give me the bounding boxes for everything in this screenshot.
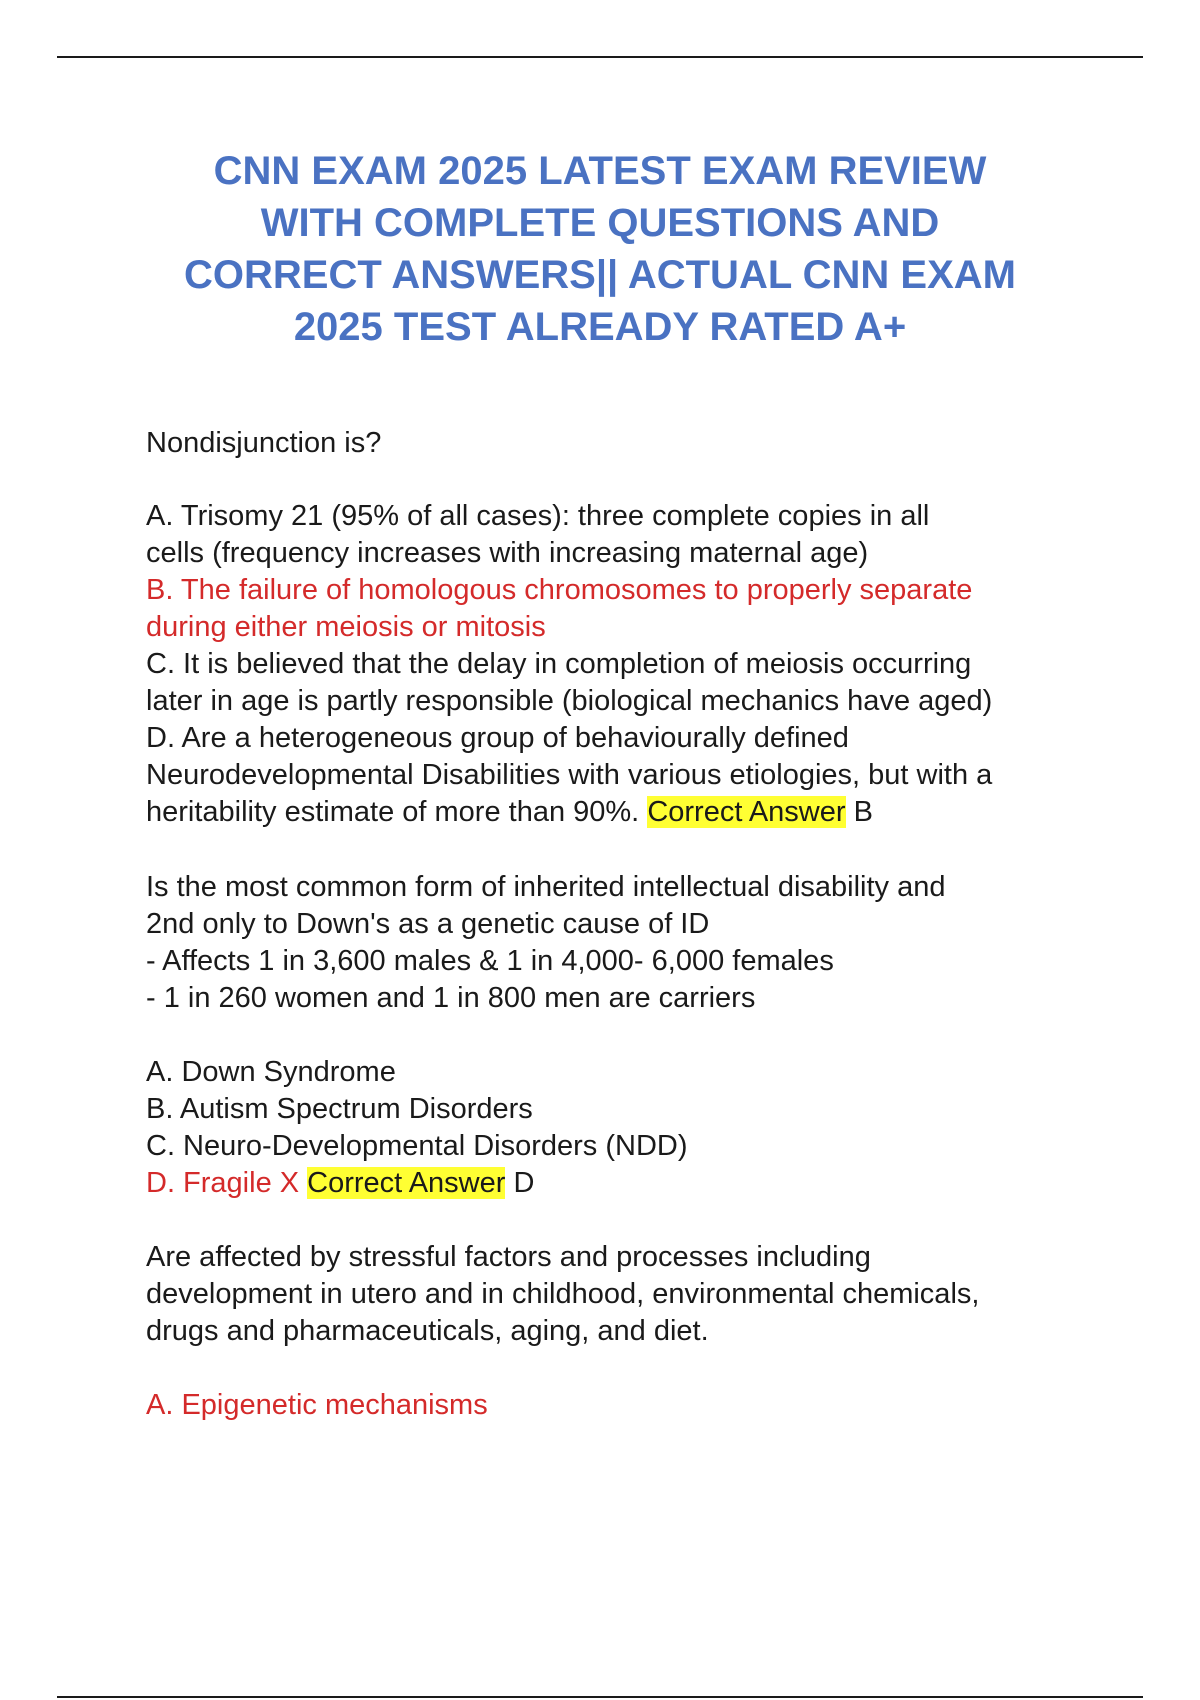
q2-correct-answer-value: D [513,1167,535,1199]
bottom-rule [57,1696,1143,1698]
q2-correct-answer-label: Correct Answer [307,1167,506,1199]
q2-question-line-2: 2nd only to Down's as a genetic cause of ID [146,908,710,940]
q1-option-a-line-1: A. Trisomy 21 (95% of all cases): three complete copies in all [146,500,930,532]
title-line-3: CORRECT ANSWERS|| ACTUAL CNN EXAM [183,253,1016,297]
q1-question: Nondisjunction is? [146,427,382,459]
q3-question-line-3: drugs and pharmaceuticals, aging, and diet. [146,1315,709,1347]
q1-option-d-line-3: heritability estimate of more than 90%. [146,796,640,828]
q1-option-a-line-2: cells (frequency increases with increasing maternal age) [146,537,869,569]
q1-option-b-line-1: B. The failure of homologous chromosomes to properly separate [146,574,973,606]
q1-option-c-line-2: later in age is partly responsible (biological mechanics have aged) [146,685,993,717]
q2-option-d: D. Fragile X [146,1167,300,1199]
q3-question-line-1: Are affected by stressful factors and processes including [146,1241,871,1273]
title-line-4: 2025 TEST ALREADY RATED A+ [293,305,907,349]
q1-correct-answer-value: B [853,796,873,828]
q1-option-d-line-3-row [146,794,873,831]
q1-option-d-line-1: D. Are a heterogeneous group of behaviourally defined [146,722,849,754]
title-line-1: CNN EXAM 2025 LATEST EXAM REVIEW [213,149,987,193]
q2-option-a: A. Down Syndrome [146,1056,396,1088]
q1-correct-answer-label: Correct Answer [647,796,846,828]
q2-question-line-1: Is the most common form of inherited intellectual disability and [146,871,946,903]
q1-option-d-line-2: Neurodevelopmental Disabilities with various etiologies, but with a [146,759,993,791]
q3-question-line-2: development in utero and in childhood, environmental chemicals, [146,1278,980,1310]
q2-question-line-4: - 1 in 260 women and 1 in 800 men are carriers [146,982,756,1014]
q1-option-b-line-2: during either meiosis or mitosis [146,611,546,643]
q2-option-c: C. Neuro-Developmental Disorders (NDD) [146,1130,688,1162]
q2-option-b: B. Autism Spectrum Disorders [146,1093,533,1125]
q1-option-c-line-1: C. It is believed that the delay in completion of meiosis occurring [146,648,972,680]
q2-option-d-row [146,1165,534,1202]
q2-question-line-3: - Affects 1 in 3,600 males & 1 in 4,000- 6,000 females [146,945,834,977]
title-line-2: WITH COMPLETE QUESTIONS AND [260,201,940,245]
q3-option-a: A. Epigenetic mechanisms [146,1389,488,1421]
